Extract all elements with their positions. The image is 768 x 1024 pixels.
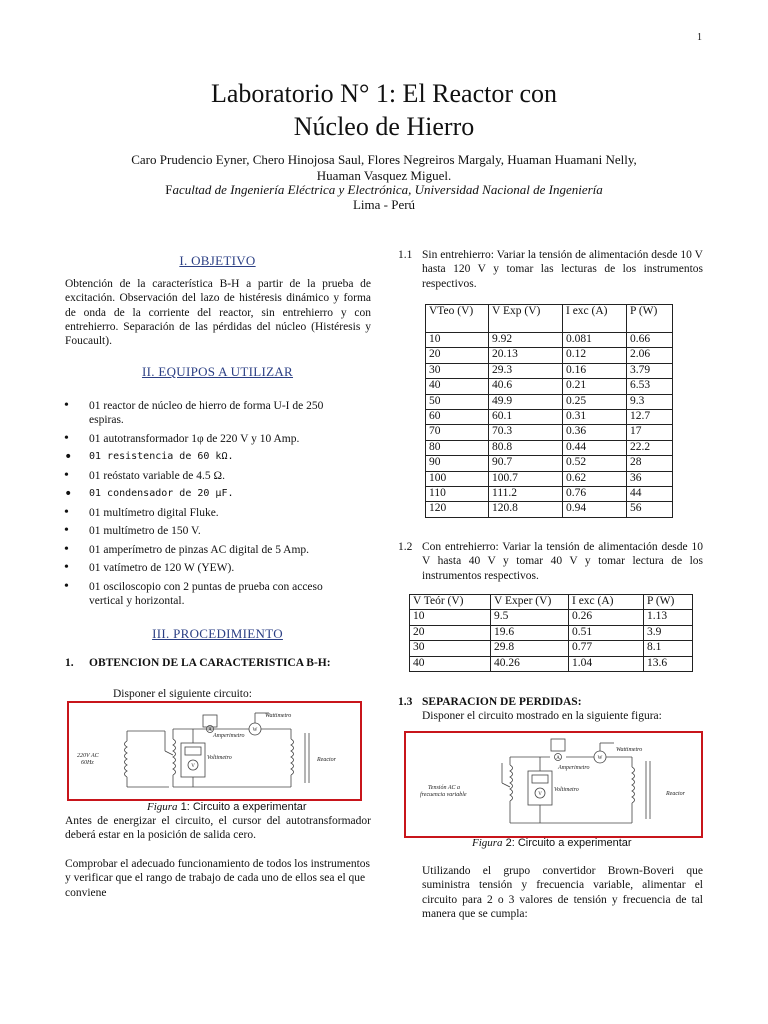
authors (90, 152, 678, 183)
list-item: • 01 resistencia de 60 kΩ. (64, 450, 354, 464)
voltmeter-label: Voltimetro (207, 755, 232, 761)
table-row: 80 80.8 0.44 22.2 (426, 440, 673, 455)
title-line-2: Núcleo de Hierro (293, 112, 475, 141)
paper-title (0, 77, 768, 143)
table-row: 90 90.7 0.52 28 (426, 456, 673, 471)
section-heading-equipment: II. EQUIPOS A UTILIZAR (141, 364, 294, 379)
list-item: • 01 reactor de núcleo de hierro de forma U-I de 250 espiras. (64, 399, 354, 428)
subsection-1-3-title: SEPARACION DE PERDIDAS: (422, 696, 582, 708)
wattmeter-symbol: W (597, 756, 603, 761)
section-heading-objective: I. OBJETIVO (179, 253, 256, 268)
table-header: P (W) (644, 595, 693, 610)
table-row: 40 40.6 0.21 6.53 (426, 379, 673, 394)
ammeter-label: Amperimetro (213, 733, 245, 739)
authors-line-2: Huaman Vasquez Miguel. (316, 167, 452, 183)
table-row: 50 49.9 0.25 9.3 (426, 394, 673, 409)
subsection-1-3-text: Disponer el circuito mostrado en la siguiente figura: (422, 710, 662, 722)
wattmeter-label: Wattimetro (265, 713, 292, 719)
table-row: 30 29.8 0.77 8.1 (410, 641, 693, 656)
subsection-1-1-text: Sin entrehierro: Variar la tensión de alimentación desde 10 V hasta 120 V y tomar las lecturas de los instrumentos respectivos. (422, 249, 703, 290)
list-item: • 01 multímetro digital Fluke. (64, 506, 354, 520)
list-item: • 01 osciloscopio con 2 puntas de prueba con acceso vertical y horizontal. (64, 580, 354, 609)
figure-1-caption: Figura 1: Circuito a experimentar (147, 801, 307, 813)
before-energizing-paragraph: Antes de energizar el circuito, el cursor del autotransformador deberá estar en la posición de salida cero. (65, 815, 371, 842)
figure-2 (404, 731, 703, 838)
table-header: V Exper (V) (491, 595, 569, 610)
figure-2-caption: Figura 2: Circuito a experimentar (472, 837, 632, 849)
authors-line-1: Caro Prudencio Eyner, Chero Hinojosa Saul, Flores Negreiros Margaly, Huaman Huamani Nelly, (131, 152, 637, 167)
table-row: 120 120.8 0.94 56 (426, 502, 673, 517)
reactor-label: Reactor (666, 791, 685, 797)
frequency-label: 60Hz (81, 760, 94, 766)
list-item: • 01 amperímetro de pinzas AC digital de 5 Amp. (64, 543, 354, 557)
list-item: • 01 condensador de 20 μF. (64, 487, 354, 501)
check-instruments-paragraph: Comprobar el adecuado funcionamiento de todos los instrumentos y verificar que el rango de trabajo de cada uno de ellos sea el que conviene (65, 858, 371, 899)
city: Lima - Perú (352, 197, 416, 212)
objective-paragraph: Obtención de la característica B-H a partir de la prueba de excitación. Observación del lazo de histéresis dinámico y forma de onda de la corriente del reactor, sin entrehierro y con entrehierro. Separación de las pérdidas del núcleo (Histéresis y Foucault). (65, 278, 371, 348)
list-item: • 01 multímetro de 150 V. (64, 524, 354, 538)
wattmeter-label: Wattimetro (616, 747, 643, 753)
affiliation-text: acultad de Ingeniería Eléctrica y Electrónica, Universidad Nacional de Ingeniería (172, 182, 603, 197)
table-row: 10 9.5 0.26 1.13 (410, 610, 693, 625)
ammeter-label: Amperimetro (558, 765, 590, 771)
subsection-1-2-number: 1.2 (398, 541, 413, 553)
equipment-list (64, 399, 354, 613)
circuit-diagram-1 (69, 703, 360, 799)
table-row: 100 100.7 0.62 36 (426, 471, 673, 486)
affiliation (90, 182, 678, 198)
ammeter-symbol: A (208, 728, 212, 733)
subsection-1-3-number: 1.3 (398, 696, 413, 708)
table-row: 60 60.1 0.31 12.7 (426, 409, 673, 424)
reactor-label: Reactor (317, 757, 336, 763)
source-label: Tensión AC a (428, 785, 461, 791)
table-row: 110 111.2 0.76 44 (426, 486, 673, 501)
table-row: 40 40.26 1.04 13.6 (410, 656, 693, 671)
source-label: 220V AC (77, 753, 99, 759)
voltmeter-label: Voltimetro (554, 787, 579, 793)
circuit-diagram-2 (406, 733, 701, 836)
subsection-1-2-text: Con entrehierro: Variar la tensión de alimentación desde 10 V hasta 40 V y tomar 40 V y tomar lectura de los instrumentos respectivos. (422, 541, 703, 582)
table-row: 20 19.6 0.51 3.9 (410, 625, 693, 640)
figure-1 (67, 701, 362, 801)
step-title: OBTENCION DE LA CARACTERISTICA B-H: (89, 657, 331, 669)
table-header: I exc (A) (563, 305, 627, 333)
list-item: • 01 autotransformador 1φ de 220 V y 10 Amp. (64, 432, 354, 446)
voltmeter-symbol: V (538, 792, 542, 797)
step-number: 1. (65, 657, 74, 669)
voltmeter-symbol: V (191, 764, 195, 769)
table-header: I exc (A) (569, 595, 644, 610)
converter-paragraph: Utilizando el grupo convertidor Brown-Boveri que suministra tensión y frecuencia variable, alimentar el circuito para 2 o 3 valores de tensión y frecuencia de tal manera que se cumpla: (422, 865, 703, 920)
table-header: P (W) (627, 305, 673, 333)
table-header: VTeo (V) (426, 305, 489, 333)
section-heading-procedure: III. PROCEDIMIENTO (152, 626, 283, 641)
dispose-text: Disponer el siguiente circuito: (113, 688, 252, 700)
table-row: 10 9.92 0.081 0.66 (426, 333, 673, 348)
list-item: • 01 vatímetro de 120 W (YEW). (64, 561, 354, 575)
page-number: 1 (697, 32, 702, 43)
subsection-1-1-number: 1.1 (398, 249, 413, 261)
table-header: V Exp (V) (489, 305, 563, 333)
table-row: 30 29.3 0.16 3.79 (426, 363, 673, 378)
ammeter-symbol: A (556, 756, 560, 761)
table-with-gap (409, 594, 693, 672)
table-row: 70 70.3 0.36 17 (426, 425, 673, 440)
table-row: 20 20.13 0.12 2.06 (426, 348, 673, 363)
list-item: • 01 reóstato variable de 4.5 Ω. (64, 469, 354, 483)
source-frequency-label: frecuencia variable (420, 792, 467, 798)
table-without-gap (425, 304, 673, 518)
table-header: V Teór (V) (410, 595, 491, 610)
wattmeter-symbol: W (252, 728, 258, 733)
affiliation-initial: F (165, 182, 173, 197)
title-line-1: Laboratorio N° 1: El Reactor con (210, 79, 558, 108)
